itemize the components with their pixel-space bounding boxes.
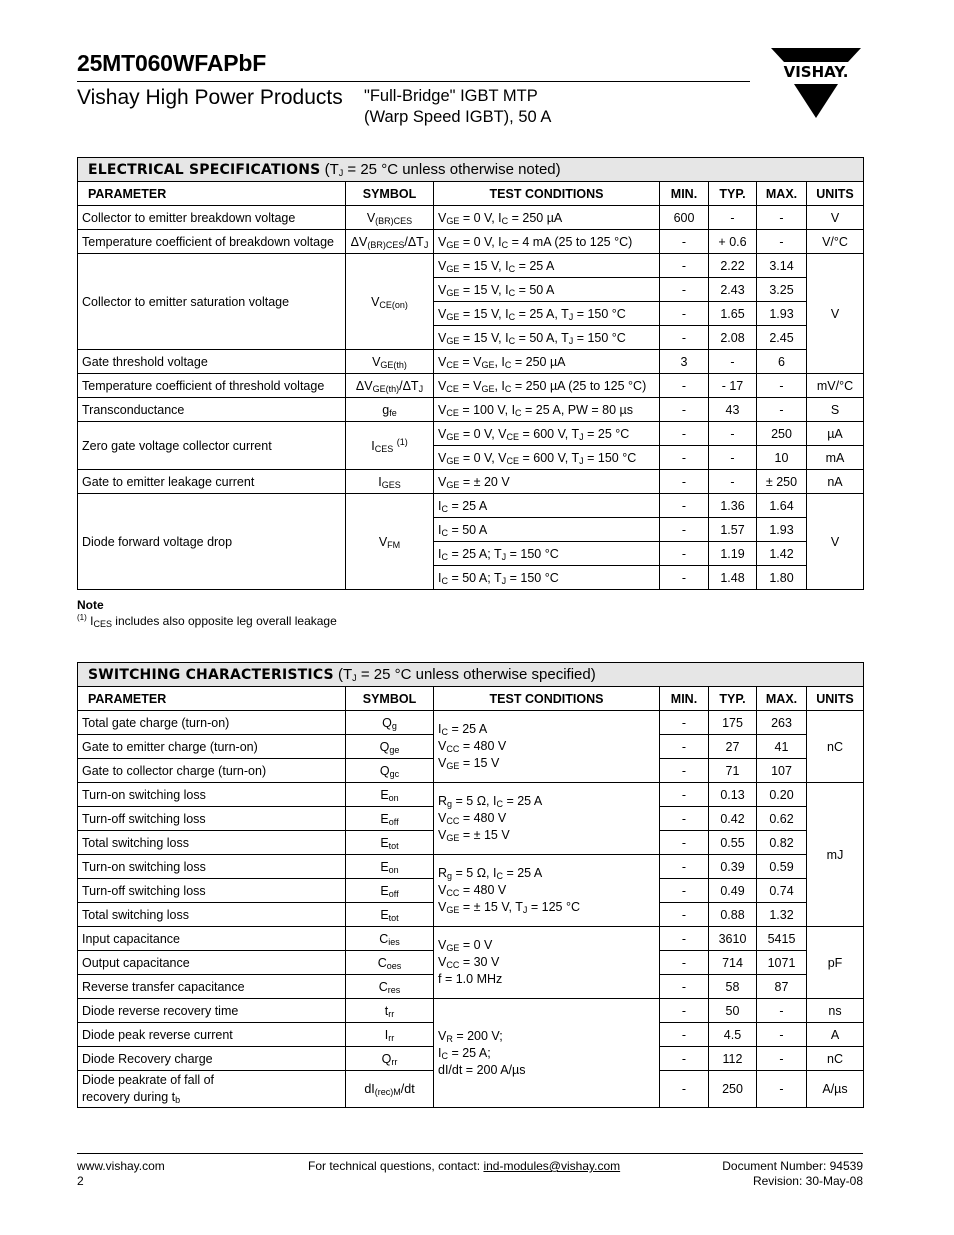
table-row: Diode peak reverse current $I_{rr}$ - 4.5 - A: [78, 1023, 864, 1047]
column-header-row: [78, 182, 864, 206]
table-row: Temperature coefficient of breakdown voltage $\Delta V_{(BR)CES}/\Delta T_J$ $V_{GE} = 0$ V, $I_C = 4$ mA (25 to 125 °C) - + 0.6 - V/°C: [78, 230, 864, 254]
table-row: Turn-on switching loss $E_{on}$ $R_g = 5$ Ω, $I_C = 25$ A $V_{CC} = 480$ V $V_{GE}$ = ± 15 V, $T_J = 125$ °C - 0.39 0.59: [78, 855, 864, 879]
footer-right: [722, 1159, 863, 1189]
vishay-logo: [768, 46, 864, 120]
logo-text: VISHAY.: [783, 63, 849, 81]
table-row: Total switching loss $E_{tot}$ - 0.88 1.32: [78, 903, 864, 927]
table-row: Gate to emitter charge (turn-on) $Q_{ge}$ - 27 41: [78, 735, 864, 759]
part-number: 25MT060WFAPbF: [77, 50, 267, 76]
electrical-specifications-table: [77, 157, 864, 590]
table-row: $V_{GE} = 15$ V, $I_C = 50$ A - 2.43 3.25: [78, 278, 864, 302]
switching-characteristics-table: [77, 662, 864, 1108]
table-row: Input capacitance $C_{ies}$ $V_{GE} = 0$ V $V_{CC} = 30$ V f = 1.0 MHz - 3610 5415 pF: [78, 927, 864, 951]
table-row: Turn-on switching loss $E_{on}$ $R_g = 5$ Ω, $I_C = 25$ A $V_{CC} = 480$ V $V_{GE}$ = ± 15 V - 0.13 0.20 mJ: [78, 783, 864, 807]
table-row: Gate threshold voltage $V_{GE(th)}$ $V_{CE} = V_{GE}$, $I_C = 250$ µA 3 - 6: [78, 350, 864, 374]
table-row: Collector to emitter breakdown voltage $V_{(BR)CES}$ $V_{GE} = 0$ V, $I_C = 250$ µA 600 - - V: [78, 206, 864, 230]
footer-revision: Revision: 30-May-08: [752, 1174, 863, 1188]
product-subtitle: [364, 86, 551, 128]
footer-website[interactable]: www.vishay.com: [77, 1159, 165, 1173]
table-row: Temperature coefficient of threshold voltage $\Delta V_{GE(th)}/\Delta T_J$ $V_{CE} = V_{GE}$, $I_C = 250$ µA (25 to 125 °C) - - 17 - mV/°C: [78, 374, 864, 398]
table-row: Diode Recovery charge $Q_{rr}$ - 112 - nC: [78, 1047, 864, 1071]
col-test-conditions: TEST CONDITIONS: [434, 687, 660, 711]
table-row: Total gate charge (turn-on) $Q_g$ $I_C = 25$ A $V_{CC} = 480$ V $V_{GE} = 15$ V - 175 263 nC: [78, 711, 864, 735]
footer-rule: [77, 1153, 863, 1154]
col-units: UNITS: [807, 687, 864, 711]
table-row: Zero gate voltage collector current $I_{CES}$ $^{(1)}$ $V_{GE} = 0$ V, $V_{CE} = 600$ V, $T_J = 25$ °C - - 250 µA: [78, 422, 864, 446]
table-row: Transconductance $g_{fe}$ $V_{CE} = 100$ V, $I_C = 25$ A, PW = 80 µs - 43 - S: [78, 398, 864, 422]
col-min: MIN.: [660, 182, 709, 206]
table-title: ELECTRICAL SPECIFICATIONS ($T_J = 25$ °C unless otherwise noted): [78, 158, 864, 182]
col-test-conditions: TEST CONDITIONS: [434, 182, 660, 206]
table-title: SWITCHING CHARACTERISTICS ($T_J = 25$ °C unless otherwise specified): [78, 663, 864, 687]
footer-contact-email[interactable]: ind-modules@vishay.com: [483, 1159, 621, 1173]
col-min: MIN.: [660, 687, 709, 711]
footer-left: [77, 1159, 165, 1189]
table-row: Diode peakrate of fall of recovery during $t_b$ $dI_{(rec)M}/dt$ - 250 - A/µs: [78, 1071, 864, 1108]
subtitle-line1: "Full-Bridge" IGBT MTP: [364, 87, 538, 105]
table-row: $V_{GE} = 15$ V, $I_C = 50$ A, $T_J = 150$ °C - 2.08 2.45: [78, 326, 864, 350]
subtitle-line2: (Warp Speed IGBT), 50 A: [364, 108, 552, 126]
col-typ: TYP.: [709, 182, 757, 206]
table-row: Total switching loss $E_{tot}$ - 0.55 0.82: [78, 831, 864, 855]
table-row: Output capacitance $C_{oes}$ - 714 1071: [78, 951, 864, 975]
table-row: $I_C = 50$ A; $T_J = 150$ °C - 1.48 1.80: [78, 566, 864, 590]
table-title-row: [78, 158, 864, 182]
column-header-row: [78, 687, 864, 711]
footer-contact-prefix: For technical questions, contact:: [308, 1159, 484, 1173]
table-row: Turn-off switching loss $E_{off}$ - 0.42 0.62: [78, 807, 864, 831]
table-row: $I_C = 50$ A - 1.57 1.93: [78, 518, 864, 542]
col-parameter: PARAMETER: [78, 182, 346, 206]
footer-page-number: 2: [77, 1174, 84, 1188]
col-max: MAX.: [757, 687, 807, 711]
table-row: Gate to emitter leakage current $I_{GES}$ $V_{GE}$ = ± 20 V - - ± 250 nA: [78, 470, 864, 494]
col-max: MAX.: [757, 182, 807, 206]
col-units: UNITS: [807, 182, 864, 206]
table-row: Diode reverse recovery time $t_{rr}$ $V_R = 200$ V; $I_C = 25$ A; dI/dt = 200 A/µs - 50 - ns: [78, 999, 864, 1023]
col-typ: TYP.: [709, 687, 757, 711]
table-row: $I_C = 25$ A; $T_J = 150$ °C - 1.19 1.42: [78, 542, 864, 566]
col-parameter: PARAMETER: [78, 687, 346, 711]
table-row: $V_{GE} = 0$ V, $V_{CE} = 600$ V, $T_J = 150$ °C - - 10 mA: [78, 446, 864, 470]
note-heading: Note: [77, 598, 104, 612]
table-title-row: [78, 663, 864, 687]
table-row: $V_{GE} = 15$ V, $I_C = 25$ A, $T_J = 150$ °C - 1.65 1.93: [78, 302, 864, 326]
header-rule: [77, 81, 750, 82]
table-row: Gate to collector charge (turn-on) $Q_{gc}$ - 71 107: [78, 759, 864, 783]
note-text: $^{(1)}$ $I_{CES}$ includes also opposite leg overall leakage: [77, 613, 337, 629]
table-row: Reverse transfer capacitance $C_{res}$ - 58 87: [78, 975, 864, 999]
footer-document-number: Document Number: 94539: [722, 1159, 863, 1173]
col-symbol: SYMBOL: [346, 182, 434, 206]
col-symbol: SYMBOL: [346, 687, 434, 711]
table-row: Diode forward voltage drop $V_{FM}$ $I_C = 25$ A - 1.36 1.64 V: [78, 494, 864, 518]
company-name: Vishay High Power Products: [77, 86, 343, 109]
table-row: Turn-off switching loss $E_{off}$ - 0.49 0.74: [78, 879, 864, 903]
table-row: Collector to emitter saturation voltage $V_{CE(on)}$ $V_{GE} = 15$ V, $I_C = 25$ A - 2.22 3.14 V: [78, 254, 864, 278]
footer-contact: [308, 1159, 620, 1174]
